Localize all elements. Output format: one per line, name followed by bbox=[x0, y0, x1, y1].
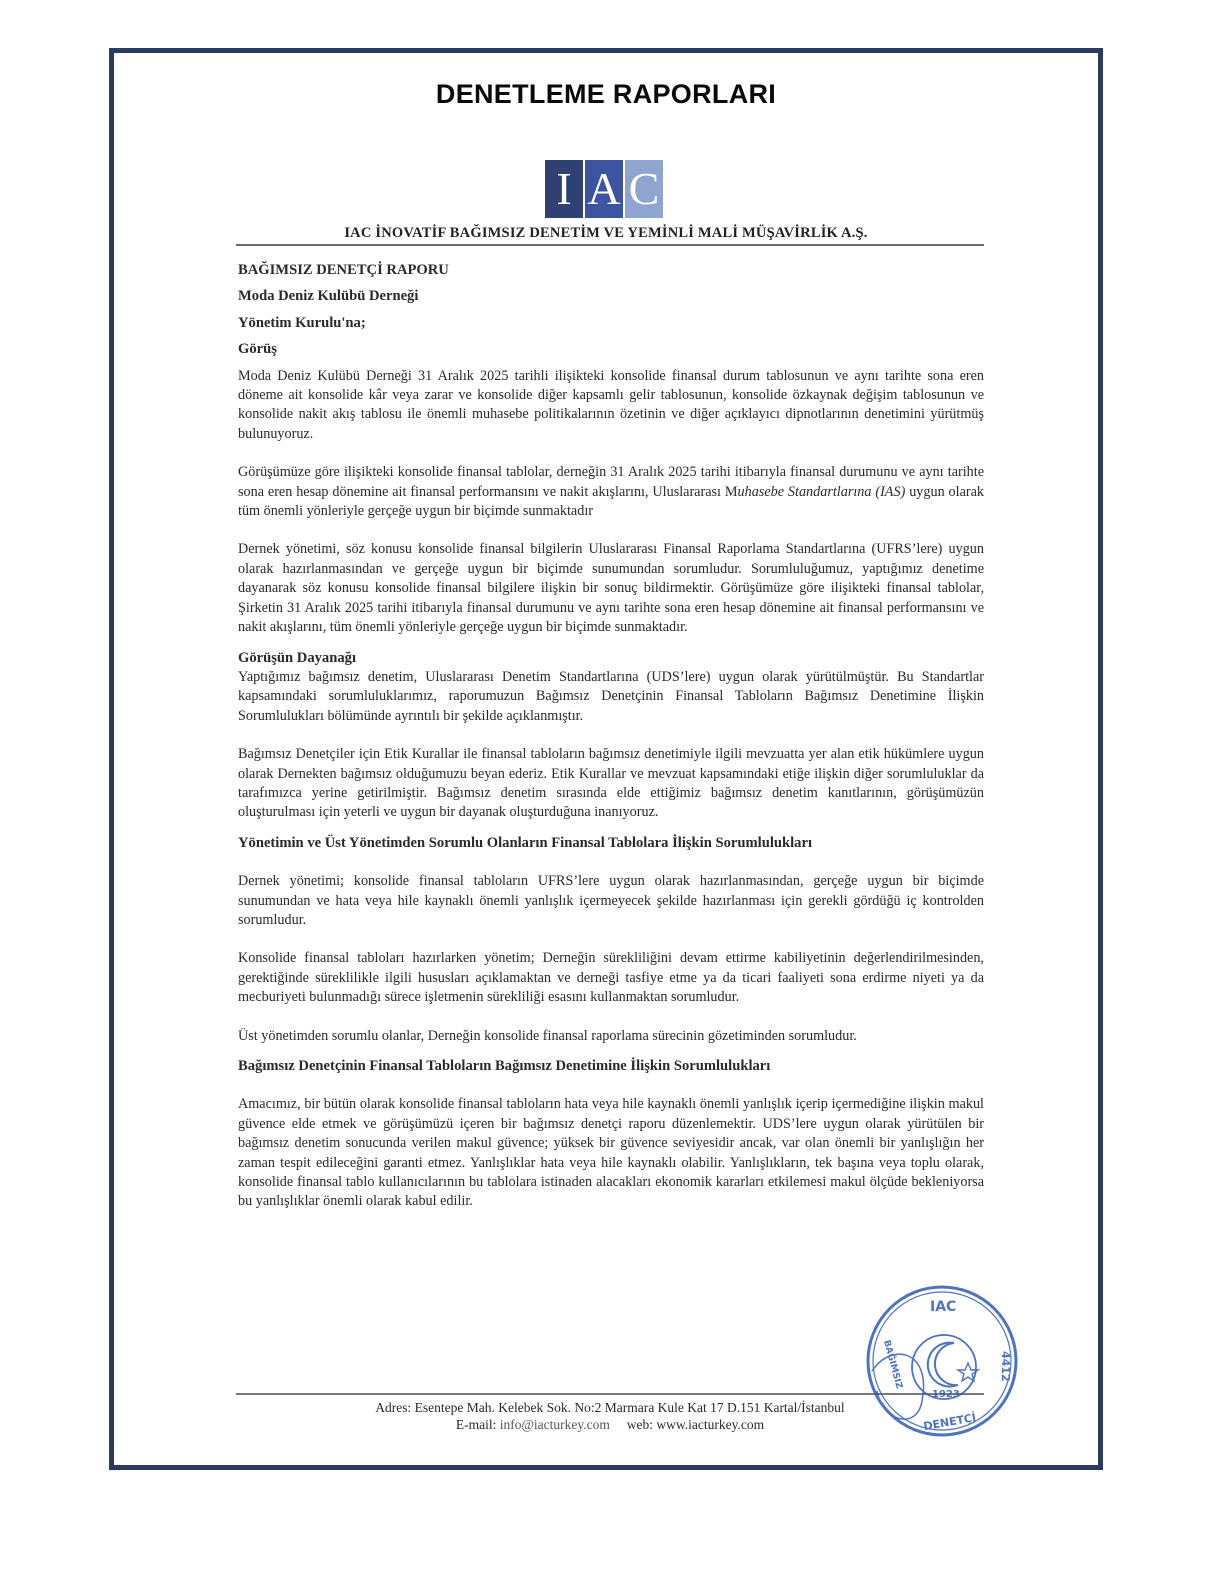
paragraph: Dernek yönetimi, söz konusu konsolide finansal bilgilerin Uluslararası Finansal Raporlama Standartlarına (UFRS’lere) uygun olarak hazırlanmasından ve gerçeğe uygun bir biçimde sunumundan sorumludur. Sorumluluğumuz, yaptığımız denetime dayanarak söz konusu konsolide finansal bilgilere ilişkin bir sonuç bildirmektir. Görüşümüze göre ilişikteki finansal tablolar, Şirketin 31 Aralık 2025 tarihi itibarıyla finansal durumunu ve aynı tarihte sona eren hesap dönemine ait finansal performansını ve nakit akışlarını, tüm önemli yönleriyle gerçeğe uygun bir biçimde sunmaktadır. bbox=[238, 541, 984, 636]
section-heading: Yönetimin ve Üst Yönetimden Sorumlu Olanların Finansal Tablolara İlişkin Sorumlulukları bbox=[238, 834, 812, 851]
paragraph: Görüşümüze göre ilişikteki konsolide finansal tablolar, derneğin 31 Aralık 2025 tarihi itibarıyla finansal durumunu ve aynı tarihte sona eren hesap dönemine ait finansal performansını ve nakit akışlarını, Uluslararası Muhasebe Standartlarına (IAS) uygun olarak tüm önemli yönleriyle gerçeğe uygun bir biçimde sunmaktadır bbox=[238, 464, 985, 520]
paragraph: Amacımız, bir bütün olarak konsolide finansal tabloların hata veya hile kaynaklı önemli yanlışlık içerip içermediğine ilişkin makul güvence elde etmek ve görüşümüzü içeren bir bağımsız denetçi raporu düzenlemektir. UDS’lere uygun olarak yürütülen bir bağımsız denetim sonucunda verilen makul güvence; yüksek bir güvence seviyesidir ancak, var olan önemli bir yanlışlığın her zaman tespit edileceğini garanti etmez. Yanlışlıklar hata veya hile kaynaklı olabilir. Yanlışlıkların, tek başına veya toplu olarak, konsolide finansal tablo kullanıcılarının bu tablolara istinaden alacakları ekonomik kararları etkilemesi makul ölçüde bekleniyorsa bu yanlışlıklar önemli olarak kabul edilir. bbox=[238, 1096, 984, 1210]
paragraph: Üst yönetimden sorumlu olanlar, Derneğin konsolide finansal raporlama sürecinin gözetiminden sorumludur. bbox=[238, 1027, 857, 1044]
footer-divider bbox=[236, 1393, 984, 1395]
paragraph: Konsolide finansal tabloları hazırlarken yönetim; Derneğin sürekliliğini devam ettirme kabiliyetinin değerlendirilmesinden, gerektiğinde süreklilikle ilgili hususları açıklamaktan ve derneği tasfiye etme ya da ticari faaliyeti sona erdirme niyeti ya da mecburiyeti bulunmadığı sürece işletmenin sürekliliği esasını kullanmaktan sorumludur. bbox=[238, 950, 984, 1006]
paragraph: Moda Deniz Kulübü Derneği 31 Aralık 2025 tarihli ilişikteki konsolide finansal durum tablosunun ve aynı tarihte sona eren döneme ait konsolide kâr veya zarar ve konsolide diğer kapsamlı gelir tablosunun, konsolide özkaynak değişim tablosunun ve konsolide nakit akış tablosu ile önemli muhasebe politikalarının özetinin ve diğer açıklayıcı dipnotlarının denetimini yürütmüş bulunuyoruz. bbox=[238, 367, 984, 442]
section-heading: Görüşün Dayanağı bbox=[238, 649, 356, 666]
addressee: Yönetim Kurulu'na; bbox=[238, 314, 366, 331]
paragraph: Yaptığımız bağımsız denetim, Uluslararası Denetim Standartlarına (UDS’lere) uygun olarak yürütülmüştür. Bu Standartlar kapsamındaki sorumluluklarımız, raporumuzun Bağımsız Denetçinin Finansal Tabloların Bağımsız Denetimine İlişkin Sorumlulukları bölümünde ayrıntılı bir şekilde açıklanmıştır. bbox=[238, 668, 984, 724]
addressee-org: Moda Deniz Kulübü Derneği bbox=[238, 288, 419, 305]
footer bbox=[236, 1399, 984, 1433]
logo-letter-i: I bbox=[545, 160, 583, 218]
document-frame bbox=[109, 48, 1103, 1470]
svg-text:BAĞIMSIZ: BAĞIMSIZ bbox=[881, 1339, 904, 1390]
page-title: DENETLEME RAPORLARI bbox=[435, 79, 777, 109]
section-auditor-responsibilities bbox=[238, 1057, 984, 1212]
report-title: BAĞIMSIZ DENETÇİ RAPORU bbox=[238, 262, 449, 278]
footer-contact: E-mail: info@iacturkey.com web: www.iacturkey.com bbox=[455, 1417, 765, 1432]
iac-logo bbox=[545, 160, 663, 218]
header-divider bbox=[236, 244, 984, 246]
section-basis-for-opinion bbox=[238, 649, 984, 823]
firm-name: IAC İNOVATİF BAĞIMSIZ DENETİM VE YEMİNLİ MALİ MÜŞAVİRLİK A.Ş. bbox=[344, 225, 868, 241]
section-heading: Bağımsız Denetçinin Finansal Tabloların Bağımsız Denetimine İlişkin Sorumlulukları bbox=[238, 1058, 771, 1074]
logo-letter-c: C bbox=[625, 160, 663, 218]
logo-letter-a: A bbox=[585, 160, 623, 218]
footer-address: Adres: Esentepe Mah. Kelebek Sok. No:2 Marmara Kule Kat 17 D.151 Kartal/İstanbul bbox=[375, 1400, 845, 1415]
svg-text:IAC: IAC bbox=[930, 1299, 957, 1315]
section-heading: Görüş bbox=[238, 341, 277, 358]
footer-web: www.iacturkey.com bbox=[656, 1417, 765, 1432]
svg-text:4412: 4412 bbox=[999, 1351, 1012, 1382]
svg-text:DENETÇİ: DENETÇİ bbox=[922, 1411, 978, 1434]
section-management-responsibilities bbox=[238, 834, 984, 1046]
paragraph: Bağımsız Denetçiler için Etik Kurallar ile finansal tabloların bağımsız denetimiyle ilgili mevzuatta yer alan etik hükümlere uygun olarak Dernekten bağımsız olduğumuzu beyan ederiz. Etik Kurallar ve mevzuat kapsamındaki etiğe ilişkin diğer sorumluluklar da tarafımızca yerine getirilmiştir. Bağımsız denetim sırasında elde ettiğimiz bağımsız denetim kanıtlarının, görüşümüzün oluşturulması için yeterli ve uygun bir dayanak oluşturduğuna inanıyoruz. bbox=[238, 746, 984, 821]
section-opinion bbox=[238, 340, 984, 637]
footer-email: info@iacturkey.com bbox=[499, 1417, 610, 1432]
paragraph: Dernek yönetimi; konsolide finansal tabloların UFRS’lere uygun olarak hazırlanmasından, gerçeğe uygun bir biçimde sunumundan ve hata veya hile kaynaklı önemli yanlışlık içermeyecek şekilde hazırlanması için gerekli gördüğü iç kontrolden sorumludur. bbox=[238, 873, 984, 928]
report-body bbox=[238, 258, 984, 1212]
svg-text:1923: 1923 bbox=[932, 1389, 960, 1400]
